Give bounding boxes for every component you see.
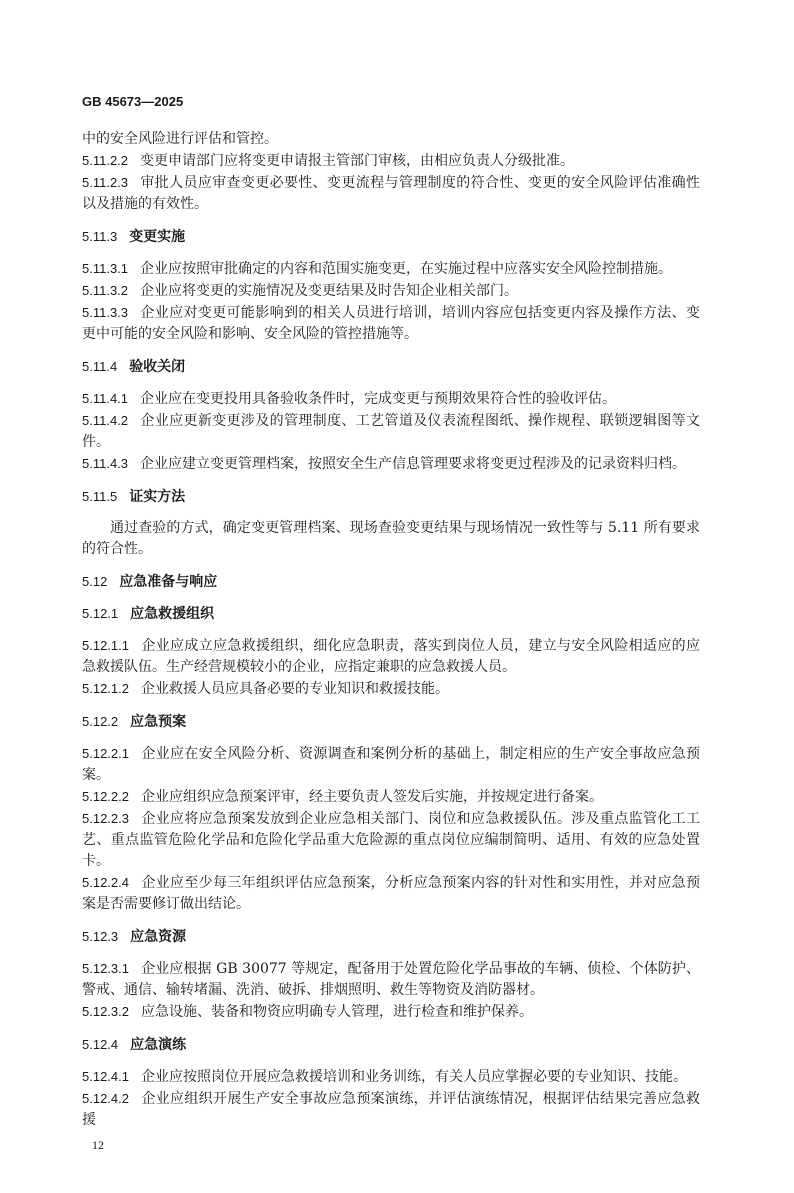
clause-number: 5.11.5 <box>82 489 118 504</box>
heading-text: 变更实施 <box>129 228 186 244</box>
clause-number: 5.12.3.2 <box>82 1004 129 1019</box>
clause-text: 应急设施、装备和物资应明确专人管理，进行检查和维护保养。 <box>141 1004 533 1020</box>
heading-text: 应急演练 <box>130 1036 187 1052</box>
clause-number: 5.11.3.1 <box>82 261 129 276</box>
clause-text: 企业应建立变更管理档案，按照安全生产信息管理要求将变更过程涉及的记录资料归档。 <box>140 456 687 472</box>
clause-paragraph <box>82 172 700 215</box>
clause-text: 企业救援人员应具备必要的专业知识和救援技能。 <box>141 681 449 697</box>
clause-number: 5.12.1.2 <box>82 681 129 696</box>
clause-paragraph <box>82 678 700 700</box>
clause-paragraph <box>82 453 700 475</box>
clause-text: 企业应将变更的实施情况及变更结果及时告知企业相关部门。 <box>140 283 519 299</box>
clause-number: 5.11.4.1 <box>82 391 129 406</box>
clause-number: 5.12.1.1 <box>82 638 129 653</box>
heading-text: 证实方法 <box>129 488 186 504</box>
clause-paragraph <box>82 743 700 786</box>
clause-text: 企业应根据 GB 30077 等规定，配备用于处置危险化学品事故的车辆、侦检、个体防护、警戒、通信、输转堵漏、洗消、破拆、排烟照明、救生等物资及消防器材。 <box>82 961 700 998</box>
clause-text: 企业应按照审批确定的内容和范围实施变更，在实施过程中应落实安全风险控制措施。 <box>140 261 673 277</box>
clause-number: 5.11.3.3 <box>82 305 129 320</box>
section-heading <box>82 603 700 624</box>
heading-text: 应急准备与响应 <box>119 573 218 589</box>
clause-number: 5.11.4.3 <box>82 456 129 471</box>
clause-number: 5.12.4.2 <box>82 1091 129 1106</box>
document-body <box>82 129 700 1131</box>
clause-paragraph <box>82 1088 700 1131</box>
clause-paragraph <box>82 1001 700 1023</box>
clause-paragraph <box>82 410 700 453</box>
clause-number: 5.12.4 <box>82 1037 119 1052</box>
clause-text: 企业应按照岗位开展应急救援培训和业务训练，有关人员应掌握必要的专业知识、技能。 <box>141 1069 687 1085</box>
section-heading <box>82 486 700 507</box>
clause-text: 企业应组织应急预案评审，经主要负责人签发后实施，并按规定进行备案。 <box>141 789 603 805</box>
clause-number: 5.12 <box>82 574 108 589</box>
section-heading <box>82 226 700 247</box>
heading-text: 验收关闭 <box>129 358 186 374</box>
clause-number: 5.11.4 <box>82 359 118 374</box>
clause-number: 5.12.2.1 <box>82 746 129 761</box>
clause-number: 5.12.3 <box>82 929 119 944</box>
clause-number: 5.11.3.2 <box>82 283 129 298</box>
clause-text: 企业应对变更可能影响到的相关人员进行培训，培训内容应包括变更内容及操作方法、变更中可能的安全风险和影响、安全风险的管控措施等。 <box>82 305 700 342</box>
section-heading <box>82 571 700 592</box>
document-code-header: GB 45673—2025 <box>82 94 184 109</box>
clause-number: 5.12.2.2 <box>82 789 129 804</box>
section-heading <box>82 711 700 732</box>
clause-paragraph <box>82 518 700 560</box>
clause-number: 5.11.3 <box>82 229 118 244</box>
clause-paragraph <box>82 280 700 302</box>
clause-number: 5.12.4.1 <box>82 1069 129 1084</box>
clause-paragraph <box>82 129 700 150</box>
clause-number: 5.11.2.3 <box>82 175 129 190</box>
clause-paragraph <box>82 872 700 915</box>
section-heading <box>82 356 700 377</box>
clause-text: 企业应成立应急救援组织，细化应急职责，落实到岗位人员，建立与安全风险相适应的应急救援队伍。生产经营规模较小的企业，应指定兼职的应急救援人员。 <box>82 638 700 675</box>
clause-paragraph <box>82 258 700 280</box>
clause-paragraph <box>82 786 700 808</box>
page-number: 12 <box>92 1138 104 1152</box>
clause-text: 变更申请部门应将变更申请报主管部门审核，由相应负责人分级批准。 <box>140 153 575 169</box>
clause-text: 通过查验的方式，确定变更管理档案、现场查验变更结果与现场情况一致性等与 5.11 所有要求的符合性。 <box>82 520 700 557</box>
clause-text: 企业应至少每三年组织评估应急预案，分析应急预案内容的针对性和实用性，并对应急预案是否需要修订做出结论。 <box>82 875 700 912</box>
clause-paragraph <box>82 635 700 678</box>
clause-paragraph <box>82 808 700 872</box>
heading-text: 应急资源 <box>130 928 187 944</box>
clause-paragraph <box>82 302 700 345</box>
clause-text: 企业应更新变更涉及的管理制度、工艺管道及仪表流程图纸、操作规程、联锁逻辑图等文件。 <box>82 413 700 450</box>
clause-number: 5.12.2.4 <box>82 875 129 890</box>
clause-text: 企业应组织开展生产安全事故应急预案演练，并评估演练情况，根据评估结果完善应急救援 <box>82 1091 700 1128</box>
heading-text: 应急预案 <box>130 713 187 729</box>
clause-paragraph <box>82 1066 700 1088</box>
heading-text: 应急救援组织 <box>130 605 215 621</box>
clause-number: 5.11.2.2 <box>82 153 129 168</box>
section-heading <box>82 1034 700 1055</box>
clause-paragraph <box>82 958 700 1001</box>
clause-number: 5.11.4.2 <box>82 413 129 428</box>
clause-text: 企业应在变更投用具备验收条件时，完成变更与预期效果符合性的验收评估。 <box>140 391 617 407</box>
section-heading <box>82 926 700 947</box>
clause-text: 企业应在安全风险分析、资源调查和案例分析的基础上，制定相应的生产安全事故应急预案。 <box>82 746 700 783</box>
clause-number: 5.12.1 <box>82 606 119 621</box>
clause-number: 5.12.2.3 <box>82 811 129 826</box>
clause-text: 审批人员应审查变更必要性、变更流程与管理制度的符合性、变更的安全风险评估准确性以及措施的有效性。 <box>82 175 700 212</box>
clause-text: 企业应将应急预案发放到企业应急相关部门、岗位和应急救援队伍。涉及重点监管化工工艺、重点监管危险化学品和危险化学品重大危险源的重点岗位应编制简明、适用、有效的应急处置卡。 <box>82 811 700 869</box>
clause-text: 中的安全风险进行评估和管控。 <box>82 131 278 147</box>
clause-number: 5.12.3.1 <box>82 961 129 976</box>
clause-number: 5.12.2 <box>82 714 119 729</box>
clause-paragraph <box>82 150 700 172</box>
clause-paragraph <box>82 388 700 410</box>
